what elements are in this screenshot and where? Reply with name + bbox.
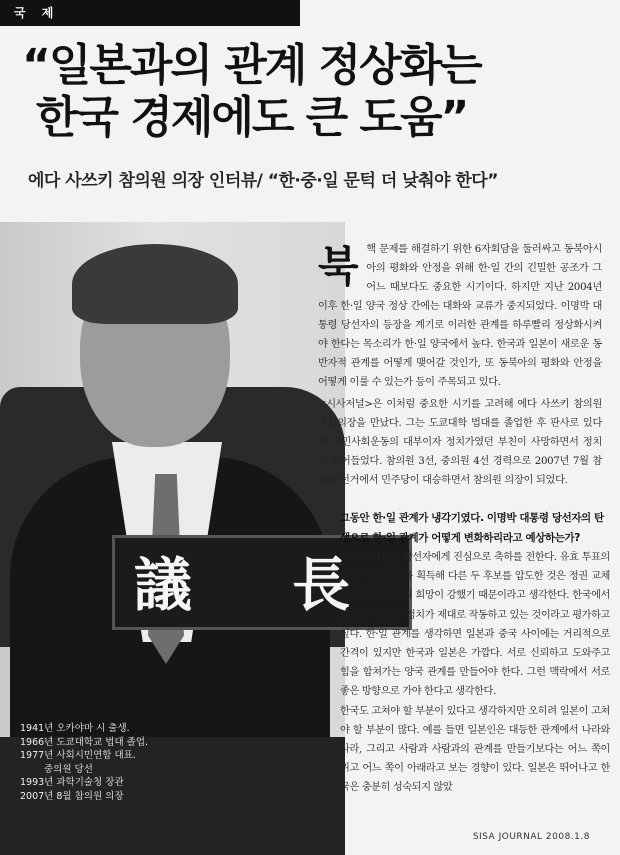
section-tag: 국 제 [0, 0, 300, 26]
headline-line-2: 한국 경제에도 큰 도움” [36, 92, 468, 143]
headline [22, 40, 602, 144]
nameplate: 議 長 [112, 535, 412, 630]
answer-paragraph: 한국도 고쳐야 할 부분이 있다고 생각하지만 오히려 일본이 고쳐야 할 부분이 많다. 예를 들면 일본인은 대등한 관계에서 나라와 나라, 그리고 사람과 사람과의 관계를 만들기보다는 어느 쪽이 위고 어느 쪽이 아래라고 보는 경향이 있다. 일본은 뛰어나고 한국은 충분히 성숙되지 않았 [340, 705, 610, 794]
photo-hair [72, 244, 238, 324]
drop-cap: 북 [318, 242, 359, 291]
interview-question: 그동안 한·일 관계가 냉각기였다. 이명박 대통령 당선자의 탄생으로 한·일 관계가 어떻게 변화하리라고 예상하는가? [340, 512, 604, 544]
intro-paragraph: <시사저널>은 이처럼 중요한 시기를 고려해 에다 사쓰키 참의원 국회의장을 만났다. 그는 도쿄대학 법대를 졸업한 후 판사로 있다가 시민사회운동의 대부이자 정치가였던 부친이 사망하면서 정치에 뛰어들었다. 참의원 3선, 중의원 4선 경력으로 2007년 7월 참의원 선거에서 민주당이 대승하면서 참의원 의장이 되었다. [318, 399, 602, 486]
lead-paragraph: 핵 문제를 해결하기 위한 6자회담을 둘러싸고 동북아시아의 평화와 안정을 위해 한·일 간의 긴밀한 공조가 그 어느 때보다도 중요한 시기이다. 하지만 지난 2004년 이후 한·일 양국 정상 간에는 대화와 교류가 중지되었다. 이명박 대통령 당선자의 등장을 계기로 이러한 관계를 하루빨리 정상화시켜야 한다는 목소리가 한·일 양국에서 높다. 한국과 일본이 새로운 동반자적 관계를 어떻게 맺어갈 것인가, 또 동북아의 평화와 안정을 어떻게 이룰 수 있는가 등이 주목되고 있다. [318, 244, 602, 388]
caption-line: 1941년 오카야마 시 출생. [20, 723, 130, 734]
caption-line: 1993년 과학기술청 장관 [20, 777, 124, 788]
headline-line-1: “일본과의 관계 정상화는 [22, 40, 481, 91]
subheadline: 에다 사쓰키 참의원 의장 인터뷰/ “한·중·일 문턱 더 낮춰야 한다” [28, 171, 498, 191]
caption-line: 1966년 도쿄대학교 법대 졸업. [20, 736, 149, 748]
answer-paragraph: 이명박 대통령 당선자에게 진심으로 축하를 전한다. 유효 투표의 절반 가까운 표를 획득해 다른 두 후보를 압도한 것은 정권 교체에 대한 한국민의 희망이 강했기 때문이라고 생각한다. 한국에서의 정권 교체는 정치가 제대로 작동하고 있는 것이라고 평가하고 싶다. 한·일 관계를 생각하면 일본과 중국 사이에는 거리적으로 간격이 있지만 한국과 일본은 가깝다. 서로 신뢰하고 도와주고 힘을 합쳐가는 양국 관계를 만들어야 한다. 그런 맥락에서 서로 좋은 방향으로 가야 한다고 생각한다. [340, 552, 610, 698]
page-footer: SISA JOURNAL 2008.1.8 [472, 832, 590, 842]
photo-caption [20, 722, 220, 803]
article-body [318, 240, 602, 493]
interview-answer [340, 548, 610, 798]
caption-line: 1977년 사회시민연합 대표. [20, 750, 136, 761]
caption-line: 중의원 당선 [44, 763, 93, 775]
caption-line: 2007년 8월 참의원 의장 [20, 790, 124, 802]
